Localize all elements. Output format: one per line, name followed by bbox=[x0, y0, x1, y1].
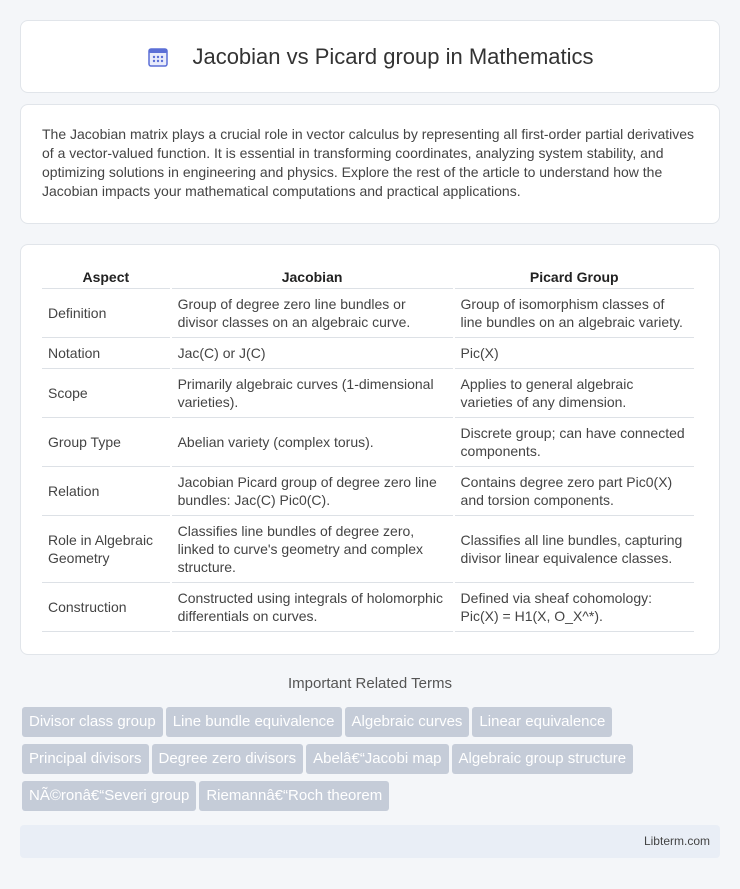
header-card bbox=[20, 20, 720, 93]
cell-jacobian: Constructed using integrals of holomorphic differentials on curves. bbox=[172, 583, 453, 632]
table-row bbox=[42, 338, 694, 369]
calendar-icon bbox=[146, 45, 170, 69]
related-term-tag[interactable]: Algebraic curves bbox=[345, 707, 470, 737]
footer-link[interactable]: Libterm.com bbox=[643, 834, 710, 848]
cell-aspect: Definition bbox=[42, 289, 170, 338]
table-row bbox=[42, 583, 694, 632]
table-row bbox=[42, 516, 694, 583]
related-term-tag[interactable]: Linear equivalence bbox=[472, 707, 612, 737]
cell-jacobian: Abelian variety (complex torus). bbox=[172, 418, 453, 467]
table-row bbox=[42, 289, 694, 338]
related-term-tag[interactable]: Line bundle equivalence bbox=[166, 707, 342, 737]
cell-picard: Applies to general algebraic varieties of any dimension. bbox=[455, 369, 694, 418]
footer bbox=[20, 825, 720, 858]
cell-picard: Defined via sheaf cohomology: Pic(X) = H1(X, O_X^*). bbox=[455, 583, 694, 632]
cell-picard: Pic(X) bbox=[455, 338, 694, 369]
cell-aspect: Construction bbox=[42, 583, 170, 632]
header-aspect: Aspect bbox=[42, 265, 170, 289]
related-terms-list bbox=[22, 707, 722, 818]
header-picard: Picard Group bbox=[455, 265, 694, 289]
cell-jacobian: Jacobian Picard group of degree zero line bundles: Jac(C) Pic0(C). bbox=[172, 467, 453, 516]
table-row bbox=[42, 418, 694, 467]
related-term-tag[interactable]: NÃ©ronâ€“Severi group bbox=[22, 781, 196, 811]
cell-aspect: Role in Algebraic Geometry bbox=[42, 516, 170, 583]
comparison-table bbox=[40, 265, 696, 632]
cell-picard: Group of isomorphism classes of line bundles on an algebraic variety. bbox=[455, 289, 694, 338]
cell-jacobian: Primarily algebraic curves (1-dimensional varieties). bbox=[172, 369, 453, 418]
related-term-tag[interactable]: Abelâ€“Jacobi map bbox=[306, 744, 448, 774]
cell-jacobian: Jac(C) or J(C) bbox=[172, 338, 453, 369]
cell-aspect: Notation bbox=[42, 338, 170, 369]
cell-jacobian: Classifies line bundles of degree zero, linked to curve's geometry and complex structure. bbox=[172, 516, 453, 583]
cell-picard: Classifies all line bundles, capturing divisor linear equivalence classes. bbox=[455, 516, 694, 583]
table-header-row bbox=[42, 265, 694, 289]
cell-aspect: Relation bbox=[42, 467, 170, 516]
header-jacobian: Jacobian bbox=[172, 265, 453, 289]
page-title: Jacobian vs Picard group in Mathematics bbox=[192, 43, 594, 69]
cell-picard: Contains degree zero part Pic0(X) and torsion components. bbox=[455, 467, 694, 516]
cell-picard: Discrete group; can have connected components. bbox=[455, 418, 694, 467]
cell-aspect: Group Type bbox=[42, 418, 170, 467]
table-row bbox=[42, 467, 694, 516]
intro-text: The Jacobian matrix plays a crucial role in vector calculus by representing all first-order partial derivatives of a vector-valued function. It is essential in transforming coordinates, analyzing system stability, and optimizing solutions in engineering and physics. Explore the rest of the article to understand how the Jacobian impacts your mathematical computations and practical applications. bbox=[42, 126, 695, 199]
cell-jacobian: Group of degree zero line bundles or divisor classes on an algebraic curve. bbox=[172, 289, 453, 338]
intro-card bbox=[20, 104, 720, 224]
related-term-tag[interactable]: Degree zero divisors bbox=[152, 744, 304, 774]
cell-aspect: Scope bbox=[42, 369, 170, 418]
table-row bbox=[42, 369, 694, 418]
related-terms-title: Important Related Terms bbox=[288, 675, 452, 692]
comparison-card bbox=[20, 244, 720, 655]
related-term-tag[interactable]: Principal divisors bbox=[22, 744, 149, 774]
related-term-tag[interactable]: Divisor class group bbox=[22, 707, 163, 737]
related-term-tag[interactable]: Riemannâ€“Roch theorem bbox=[199, 781, 389, 811]
related-term-tag[interactable]: Algebraic group structure bbox=[452, 744, 634, 774]
